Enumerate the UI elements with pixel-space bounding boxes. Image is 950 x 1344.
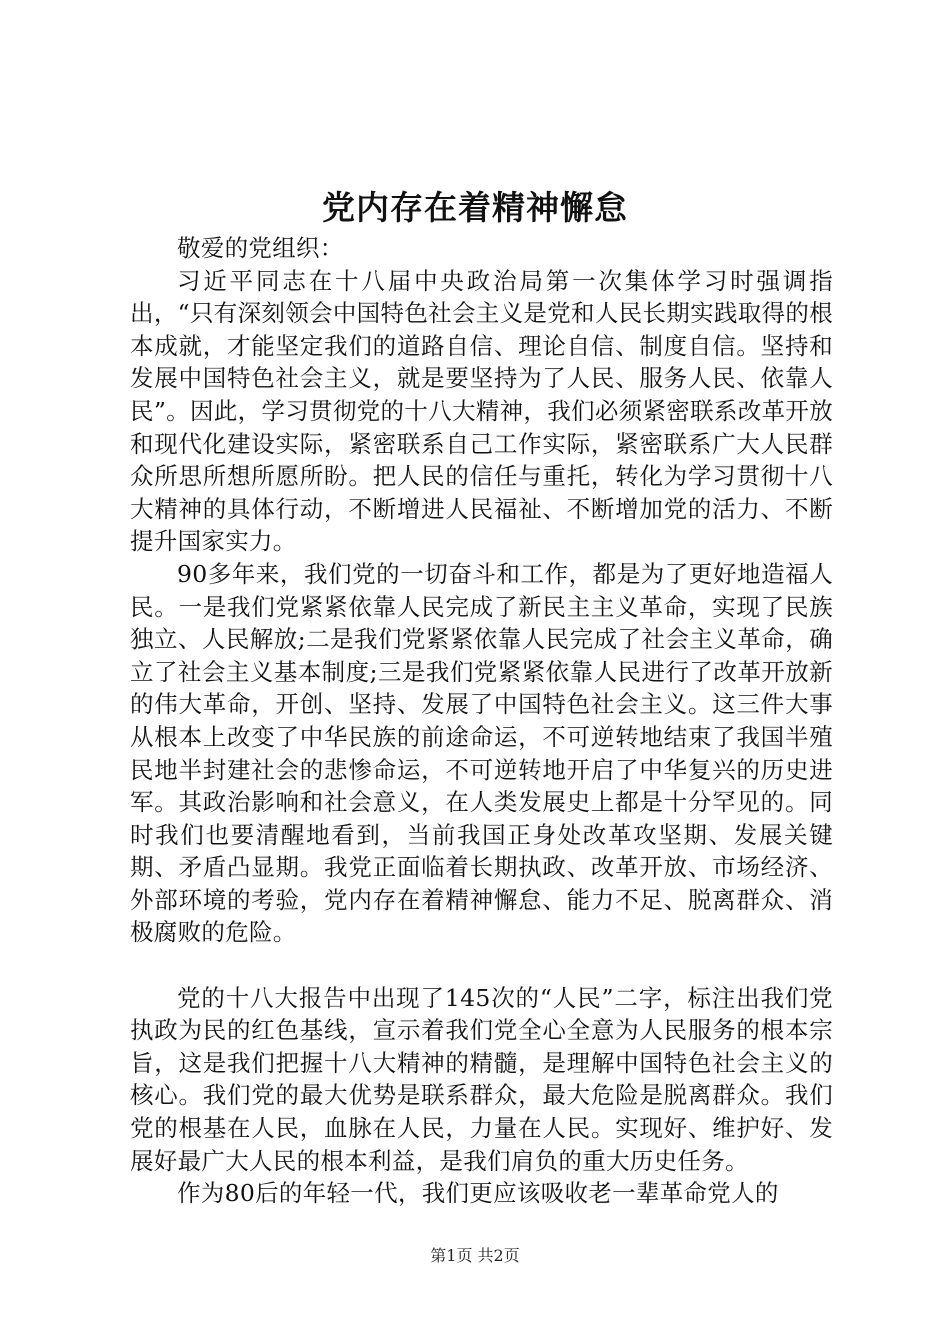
paragraph-3: 党的十八大报告中出现了145次的“人民”二字，标注出我们党执政为民的红色基线，宣示着我们党全心全意为人民服务的根本宗旨，这是我们把握十八大精神的精髓，是理解中国特色社会主义的核心。我们党的最大优势是联系群众，最大危险是脱离群众。我们党的根基在人民，血脉在人民，力量在人民。实现好、维护好、发展好最广大人民的根本利益，是我们肩负的重大历史任务。 bbox=[130, 983, 833, 1175]
paragraph-4: 作为80后的年轻一代，我们更应该吸收老一辈革命党人的 bbox=[177, 1179, 779, 1208]
paragraph-1: 习近平同志在十八届中央政治局第一次集体学习时强调指出，“只有深刻领会中国特色社会主义是党和人民长期实践取得的根本成就，才能坚定我们的道路自信、理论自信、制度自信。坚持和发展中国特色社会主义，就是要坚持为了人民、服务人民、依靠人民”。因此，学习贯彻党的十八大精神，我们必须紧密联系改革开放和现代化建设实际，紧密联系自己工作实际，紧密联系广大人民群众所思所想所愿所盼。把人民的信任与重托，转化为学习贯彻十八大精神的具体行动，不断增进人民福祉、不断增加党的活力、不断提升国家实力。 bbox=[130, 266, 833, 556]
document-title: 党内存在着精神懈怠 bbox=[322, 188, 628, 227]
document-body bbox=[130, 232, 833, 1210]
salutation: 敬爱的党组织： bbox=[177, 234, 344, 262]
page-number-footer: 第1页 共2页 bbox=[430, 1246, 520, 1265]
paragraph-2: 90多年来，我们党的一切奋斗和工作，都是为了更好地造福人民。一是我们党紧紧依靠人民完成了新民主主义革命，实现了民族独立、人民解放;二是我们党紧紧依靠人民完成了社会主义革命，确立了社会主义基本制度;三是我们党紧紧依靠人民进行了改革开放新的伟大革命，开创、坚持、发展了中国特色社会主义。这三件大事从根本上改变了中华民族的前途命运，不可逆转地结束了我国半殖民地半封建社会的悲惨命运，不可逆转地开启了中华复兴的历史进军。其政治影响和社会意义，在人类发展史上都是十分罕见的。同时我们也要清醒地看到，当前我国正身处改革攻坚期、发展关键期、矛盾凸显期。我党正面临着长期执政、改革开放、市场经济、外部环境的考验，党内存在着精神懈怠、能力不足、脱离群众、消极腐败的危险。 bbox=[130, 559, 833, 947]
